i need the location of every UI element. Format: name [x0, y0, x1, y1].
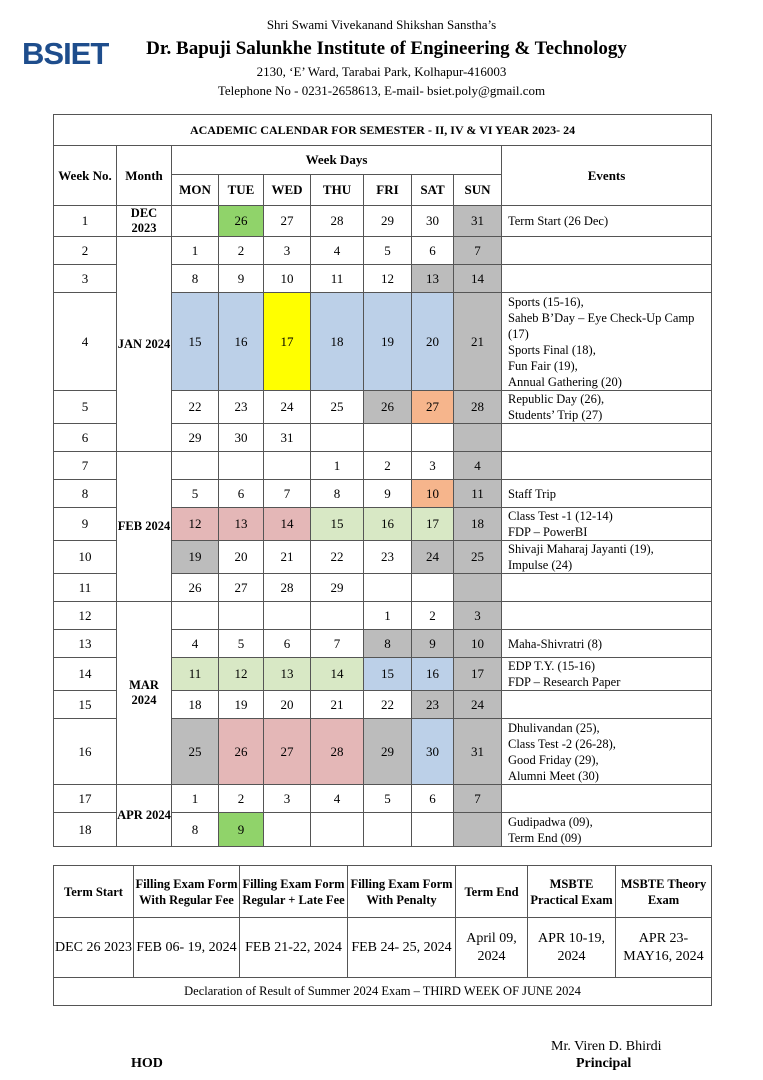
day-cell: 5	[172, 480, 219, 508]
day-cell: 11	[311, 265, 364, 293]
institute-contact: Telephone No - 0231-2658613, E-mail- bsiet.poly@gmail.com	[217, 83, 546, 98]
week-number: 16	[54, 719, 117, 785]
day-header-thu: THU	[311, 175, 364, 206]
day-cell: 21	[311, 691, 364, 719]
week-events	[502, 424, 712, 452]
month-label-dec: DEC 2023	[117, 206, 172, 237]
exam-schedule-value: DEC 26 2023	[54, 918, 134, 978]
week-events	[502, 785, 712, 813]
day-cell: 9	[364, 480, 412, 508]
day-cell: 14	[454, 265, 502, 293]
day-cell: 17	[412, 508, 454, 541]
day-cell: 25	[454, 541, 502, 574]
day-cell: 2	[364, 452, 412, 480]
week-events	[502, 452, 712, 480]
day-cell: 18	[454, 508, 502, 541]
hod-signature-label: HOD	[131, 1056, 163, 1071]
day-cell: 10	[412, 480, 454, 508]
day-cell: 28	[311, 719, 364, 785]
day-header-sat: SAT	[412, 175, 454, 206]
day-cell: 8	[172, 813, 219, 847]
exam-schedule-table	[53, 865, 712, 1006]
principal-name: Mr. Viren D. Bhirdi	[551, 1039, 662, 1054]
day-cell: 12	[172, 508, 219, 541]
month-label-feb: FEB 2024	[117, 452, 172, 602]
day-cell: 8	[311, 480, 364, 508]
day-cell: 13	[264, 658, 311, 691]
day-cell	[311, 813, 364, 847]
week-events: EDP T.Y. (15-16) FDP – Research Paper	[502, 658, 712, 691]
day-cell: 25	[311, 391, 364, 424]
day-cell	[172, 452, 219, 480]
day-cell: 21	[454, 293, 502, 391]
day-cell: 26	[172, 574, 219, 602]
day-cell: 15	[311, 508, 364, 541]
day-cell: 19	[172, 541, 219, 574]
day-cell: 28	[454, 391, 502, 424]
week-number: 15	[54, 691, 117, 719]
exam-schedule-header: Term End	[456, 866, 528, 918]
week-number: 12	[54, 602, 117, 630]
day-cell	[454, 424, 502, 452]
week-number: 9	[54, 508, 117, 541]
day-cell: 25	[172, 719, 219, 785]
day-cell: 28	[264, 574, 311, 602]
day-cell: 3	[264, 785, 311, 813]
day-cell	[364, 813, 412, 847]
day-cell: 17	[264, 293, 311, 391]
day-cell	[219, 452, 264, 480]
day-cell: 4	[311, 785, 364, 813]
week-number: 7	[54, 452, 117, 480]
week-number: 18	[54, 813, 117, 847]
exam-schedule-header: MSBTE Theory Exam	[616, 866, 712, 918]
day-cell: 10	[264, 265, 311, 293]
day-cell: 18	[172, 691, 219, 719]
week-events	[502, 265, 712, 293]
calendar-week-row	[54, 237, 712, 265]
week-events: Staff Trip	[502, 480, 712, 508]
day-header-tue: TUE	[219, 175, 264, 206]
academic-calendar-table	[53, 114, 712, 847]
week-number: 13	[54, 630, 117, 658]
day-cell: 31	[454, 206, 502, 237]
exam-schedule-header: Filling Exam Form Regular + Late Fee	[240, 866, 348, 918]
week-number: 8	[54, 480, 117, 508]
day-cell: 1	[311, 452, 364, 480]
day-cell: 6	[264, 630, 311, 658]
week-events: Maha-Shivratri (8)	[502, 630, 712, 658]
day-cell: 26	[219, 719, 264, 785]
day-cell: 30	[412, 719, 454, 785]
day-cell	[264, 813, 311, 847]
day-cell	[311, 424, 364, 452]
day-cell: 1	[172, 785, 219, 813]
day-cell: 8	[172, 265, 219, 293]
day-cell: 3	[264, 237, 311, 265]
day-cell: 29	[311, 574, 364, 602]
day-cell: 22	[172, 391, 219, 424]
day-cell: 12	[364, 265, 412, 293]
day-cell: 20	[412, 293, 454, 391]
calendar-week-row	[54, 602, 712, 630]
day-cell: 9	[412, 630, 454, 658]
week-events	[502, 691, 712, 719]
month-label-apr: APR 2024	[117, 785, 172, 847]
day-cell: 30	[219, 424, 264, 452]
day-cell: 2	[219, 237, 264, 265]
day-cell: 11	[172, 658, 219, 691]
day-cell: 29	[364, 719, 412, 785]
calendar-week-row	[54, 452, 712, 480]
day-header-mon: MON	[172, 175, 219, 206]
day-cell: 6	[412, 785, 454, 813]
exam-schedule-header: Term Start	[54, 866, 134, 918]
week-events	[502, 237, 712, 265]
day-cell: 27	[264, 719, 311, 785]
day-cell: 14	[311, 658, 364, 691]
exam-schedule-value: FEB 06- 19, 2024	[134, 918, 240, 978]
day-header-wed: WED	[264, 175, 311, 206]
day-cell: 15	[172, 293, 219, 391]
day-cell: 26	[364, 391, 412, 424]
week-number: 11	[54, 574, 117, 602]
day-cell: 13	[412, 265, 454, 293]
week-number: 17	[54, 785, 117, 813]
day-cell: 4	[454, 452, 502, 480]
day-cell	[412, 574, 454, 602]
day-cell	[412, 424, 454, 452]
day-cell	[364, 424, 412, 452]
day-cell: 31	[454, 719, 502, 785]
day-cell: 20	[264, 691, 311, 719]
day-header-fri: FRI	[364, 175, 412, 206]
day-header-sun: SUN	[454, 175, 502, 206]
society-name: Shri Swami Vivekanand Shikshan Sanstha’s	[266, 17, 497, 32]
day-cell: 9	[219, 813, 264, 847]
day-cell	[311, 602, 364, 630]
day-cell: 5	[364, 237, 412, 265]
week-number: 2	[54, 237, 117, 265]
day-cell: 8	[364, 630, 412, 658]
month-label-jan: JAN 2024	[117, 237, 172, 452]
week-days-header: Week Days	[172, 146, 502, 175]
exam-schedule-value: FEB 24- 25, 2024	[348, 918, 456, 978]
day-cell: 13	[219, 508, 264, 541]
day-cell	[454, 574, 502, 602]
day-cell: 1	[172, 237, 219, 265]
day-cell: 7	[311, 630, 364, 658]
day-cell: 3	[454, 602, 502, 630]
day-cell: 9	[219, 265, 264, 293]
day-cell: 11	[454, 480, 502, 508]
exam-schedule-value: APR 23- MAY16, 2024	[616, 918, 712, 978]
week-number: 3	[54, 265, 117, 293]
principal-signature-label: Principal	[576, 1056, 632, 1071]
day-cell: 23	[412, 691, 454, 719]
day-cell: 24	[264, 391, 311, 424]
day-cell: 24	[454, 691, 502, 719]
institute-logo: BSIET	[22, 36, 109, 71]
exam-schedule-header: Filling Exam Form With Regular Fee	[134, 866, 240, 918]
letterhead	[0, 0, 763, 105]
day-cell: 4	[172, 630, 219, 658]
day-cell: 30	[412, 206, 454, 237]
day-cell: 5	[219, 630, 264, 658]
day-cell: 20	[219, 541, 264, 574]
day-cell: 2	[219, 785, 264, 813]
week-events: Shivaji Maharaj Jayanti (19), Impulse (24)	[502, 541, 712, 574]
day-cell	[172, 206, 219, 237]
day-cell: 15	[364, 658, 412, 691]
exam-schedule-value: APR 10-19, 2024	[528, 918, 616, 978]
day-cell: 6	[219, 480, 264, 508]
exam-schedule-value: FEB 21-22, 2024	[240, 918, 348, 978]
events-header: Events	[502, 146, 712, 206]
result-declaration: Declaration of Result of Summer 2024 Exam – THIRD WEEK OF JUNE 2024	[54, 978, 712, 1006]
day-cell: 17	[454, 658, 502, 691]
day-cell: 23	[219, 391, 264, 424]
exam-schedule-header: MSBTE Practical Exam	[528, 866, 616, 918]
day-cell: 16	[219, 293, 264, 391]
month-label-mar: MAR 2024	[117, 602, 172, 785]
day-cell: 31	[264, 424, 311, 452]
day-cell: 2	[412, 602, 454, 630]
day-cell: 3	[412, 452, 454, 480]
day-cell: 5	[364, 785, 412, 813]
day-cell: 10	[454, 630, 502, 658]
week-events	[502, 574, 712, 602]
day-cell: 16	[412, 658, 454, 691]
day-cell	[219, 602, 264, 630]
day-cell: 4	[311, 237, 364, 265]
day-cell: 27	[412, 391, 454, 424]
day-cell: 7	[454, 237, 502, 265]
calendar-week-row	[54, 785, 712, 813]
day-cell: 7	[454, 785, 502, 813]
day-cell: 7	[264, 480, 311, 508]
month-header: Month	[117, 146, 172, 206]
week-events: Sports (15-16), Saheb B’Day – Eye Check-Up Camp (17) Sports Final (18), Fun Fair (19), Annual Gathering (20)	[502, 293, 712, 391]
exam-schedule-header: Filling Exam Form With Penalty	[348, 866, 456, 918]
week-events	[502, 602, 712, 630]
day-cell	[264, 452, 311, 480]
institute-name: Dr. Bapuji Salunkhe Institute of Engineering & Technology	[146, 38, 627, 59]
day-cell	[454, 813, 502, 847]
week-number: 14	[54, 658, 117, 691]
week-events: Dhulivandan (25), Class Test -2 (26-28), Good Friday (29), Alumni Meet (30)	[502, 719, 712, 785]
day-cell: 22	[311, 541, 364, 574]
week-number: 1	[54, 206, 117, 237]
day-cell	[364, 574, 412, 602]
calendar-week-row	[54, 206, 712, 237]
week-events: Class Test -1 (12-14) FDP – PowerBI	[502, 508, 712, 541]
week-events: Gudipadwa (09), Term End (09)	[502, 813, 712, 847]
day-cell	[412, 813, 454, 847]
day-cell: 14	[264, 508, 311, 541]
week-number: 10	[54, 541, 117, 574]
calendar-caption: ACADEMIC CALENDAR FOR SEMESTER - II, IV & VI YEAR 2023- 24	[54, 115, 712, 146]
week-number: 5	[54, 391, 117, 424]
day-cell: 29	[364, 206, 412, 237]
week-events: Term Start (26 Dec)	[502, 206, 712, 237]
exam-schedule-value: April 09, 2024	[456, 918, 528, 978]
day-cell: 16	[364, 508, 412, 541]
day-cell: 22	[364, 691, 412, 719]
day-cell: 19	[219, 691, 264, 719]
week-number: 4	[54, 293, 117, 391]
week-events: Republic Day (26), Students’ Trip (27)	[502, 391, 712, 424]
day-cell	[264, 602, 311, 630]
day-cell: 21	[264, 541, 311, 574]
day-cell: 6	[412, 237, 454, 265]
week-no-header: Week No.	[54, 146, 117, 206]
day-cell: 26	[219, 206, 264, 237]
institute-address: 2130, ‘E’ Ward, Tarabai Park, Kolhapur-416003	[256, 64, 507, 79]
day-cell: 29	[172, 424, 219, 452]
day-cell: 19	[364, 293, 412, 391]
day-cell: 23	[364, 541, 412, 574]
day-cell: 18	[311, 293, 364, 391]
day-cell: 12	[219, 658, 264, 691]
day-cell: 1	[364, 602, 412, 630]
day-cell: 27	[264, 206, 311, 237]
day-cell	[172, 602, 219, 630]
day-cell: 27	[219, 574, 264, 602]
day-cell: 28	[311, 206, 364, 237]
day-cell: 24	[412, 541, 454, 574]
week-number: 6	[54, 424, 117, 452]
